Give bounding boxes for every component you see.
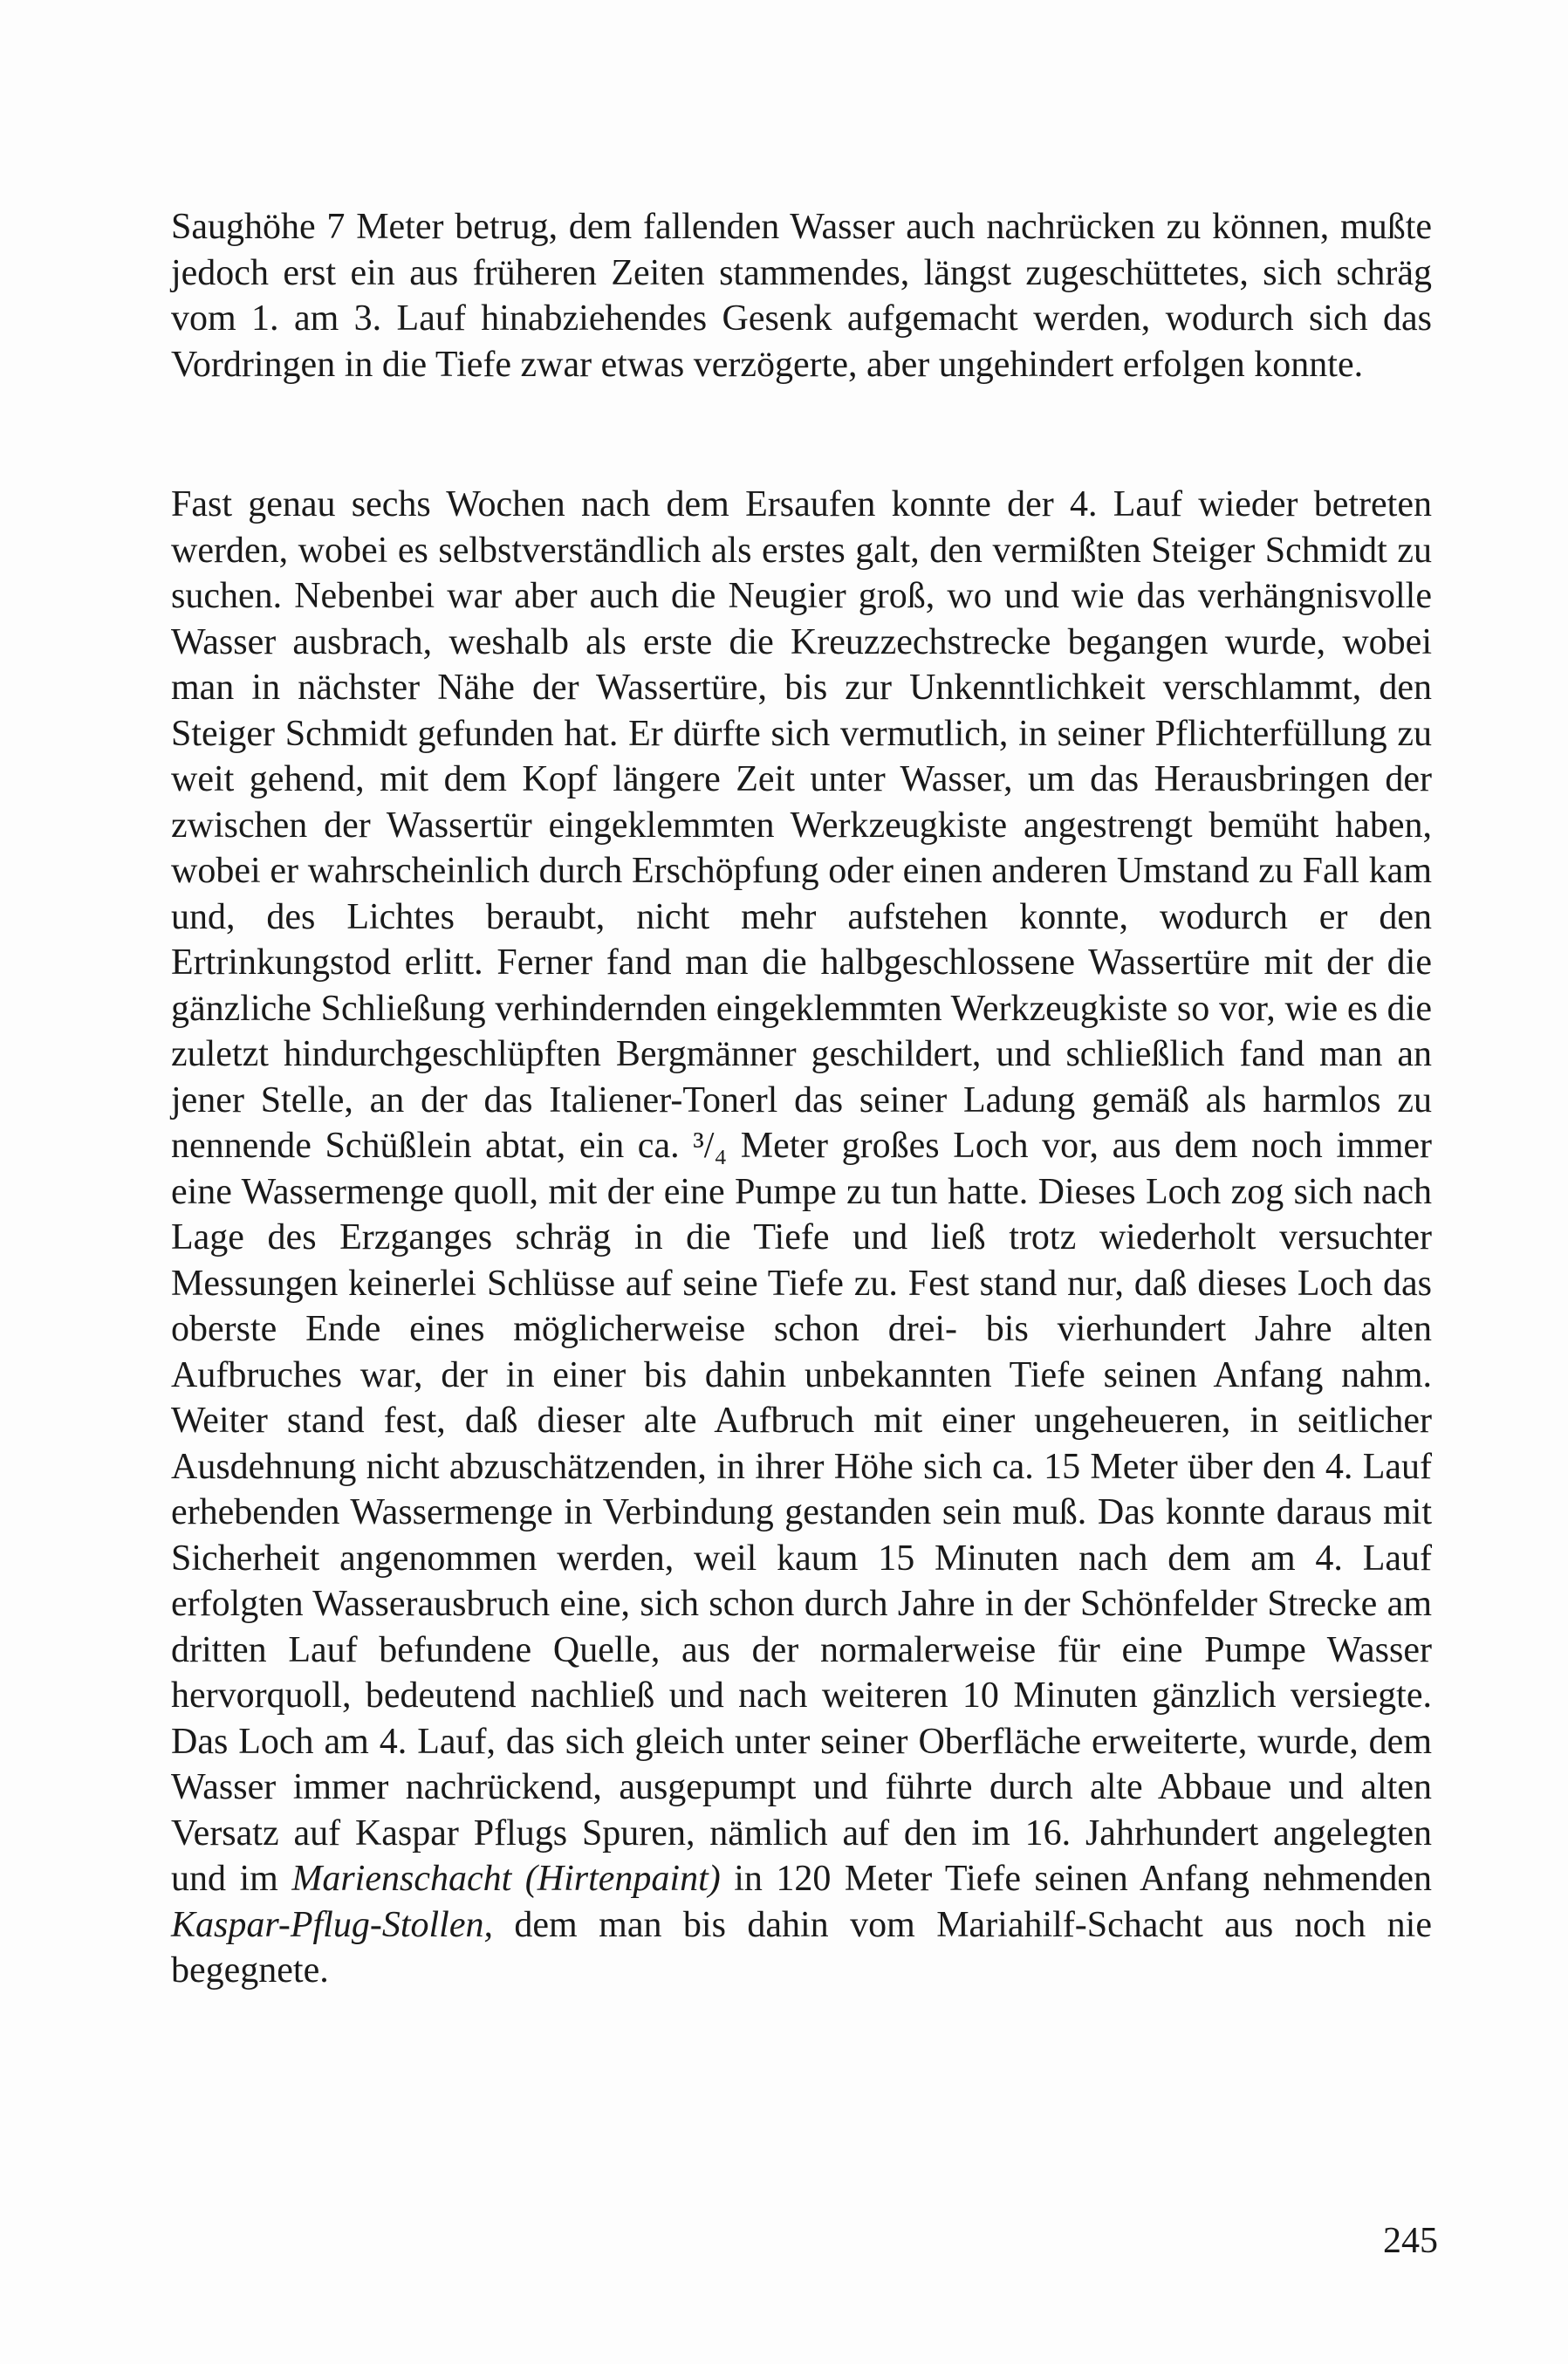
- italic-kaspar-pflug-stollen: Kaspar-Pflug-Stollen,: [171, 1904, 493, 1945]
- paragraph-2-main-text: Fast genau sechs Wochen nach dem Ersaufen konnte der 4. Lauf wieder betreten werden, wobei es selbstverständlich als erstes galt, den vermißten Steiger Schmidt zu suchen. Nebenbei war aber auch die Neugier groß, wo und wie das verhängnisvolle Wasser ausbrach, weshalb als erste die Kreuzzechstrecke begangen wurde, wobei man in nächster Nähe der Wassertüre, bis zur Unkenntlichkeit verschlammt, den Steiger Schmidt gefunden hat. Er dürfte sich vermutlich, in seiner Pflichterfüllung zu weit gehend, mit dem Kopf längere Zeit unter Wasser, um das Herausbringen der zwischen der Wassertür eingeklemmten Werkzeugkiste angestrengt bemüht haben, wobei er wahrscheinlich durch Erschöpfung oder einen anderen Umstand zu Fall kam und, des Lichtes beraubt, nicht mehr aufstehen konnte, wodurch er den Ertrinkungstod erlitt. Ferner fand man die halbgeschlossene Wassertüre mit der die gänzliche Schließung verhindernden eingeklemmten Werkzeugkiste so vor, wie es die zuletzt hindurchgeschlüpften Bergmänner geschildert, und schließlich fand man an jener Stelle, an der das Italiener-Tonerl das seiner Ladung gemäß als harmlos zu nennende Schüßlein abtat, ein ca. ³/₄ Meter großes Loch vor, aus dem noch immer eine Wassermenge quoll, mit der eine Pumpe zu tun hatte. Dieses Loch zog sich nach Lage des Erzganges schräg in die Tiefe und ließ trotz wiederholt versuchter Messungen keinerlei Schlüsse auf seine Tiefe zu. Fest stand nur, daß dieses Loch das oberste Ende eines möglicherweise schon drei- bis vierhundert Jahre alten Aufbruches war, der in einer bis dahin unbekannten Tiefe seinen Anfang nahm. Weiter stand fest, daß dieser alte Aufbruch mit einer ungeheueren, in seitlicher Ausdehnung nicht abzuschätzenden, in ihrer Höhe sich ca. 15 Meter über den 4. Lauf erhebenden Wassermenge in Verbindung gestanden sein muß. Das konnte daraus mit Sicherheit angenommen werden, weil kaum 15 Minuten nach dem am 4. Lauf erfolgten Wasserausbruch eine, sich schon durch Jahre in der Schönfelder Strecke am dritten Lauf befundene Quelle, aus der normalerweise für eine Pumpe Wasser hervorquoll, bedeutend nachließ und nach weiteren 10 Minuten gänzlich versiegte. Das Loch am 4. Lauf, das sich gleich unter seiner Oberfläche erweiterte, wurde, dem Wasser immer nachrückend, ausgepumpt und führte durch alte Abbaue und alten Versatz auf Kaspar Pflugs Spuren, nämlich auf den im 16. Jahrhundert angelegten und im: [171, 484, 1432, 1899]
- paragraph-1: Saughöhe 7 Meter betrug, dem fallenden Wasser auch nachrücken zu können, mußte jedoch erst ein aus früheren Zeiten stammendes, längst zugeschüttetes, sich schräg vom 1. am 3. Lauf hinabziehendes Gesenk aufgemacht werden, wodurch sich das Vordringen in die Tiefe zwar etwas verzögerte, aber ungehindert erfolgen konnte.: [171, 207, 1432, 385]
- italic-marienschacht: Marienschacht (Hirtenpaint): [291, 1859, 721, 1899]
- paragraph-2-end-text: dem man bis dahin vom Mariahilf-Schacht aus noch nie begegnete.: [171, 1904, 1432, 1991]
- page-number: 245: [1383, 2221, 1438, 2261]
- paragraph-2: [171, 482, 1432, 1994]
- paragraph-2-mid-text: in 120 Meter Tiefe seinen Anfang nehmenden: [720, 1859, 1433, 1899]
